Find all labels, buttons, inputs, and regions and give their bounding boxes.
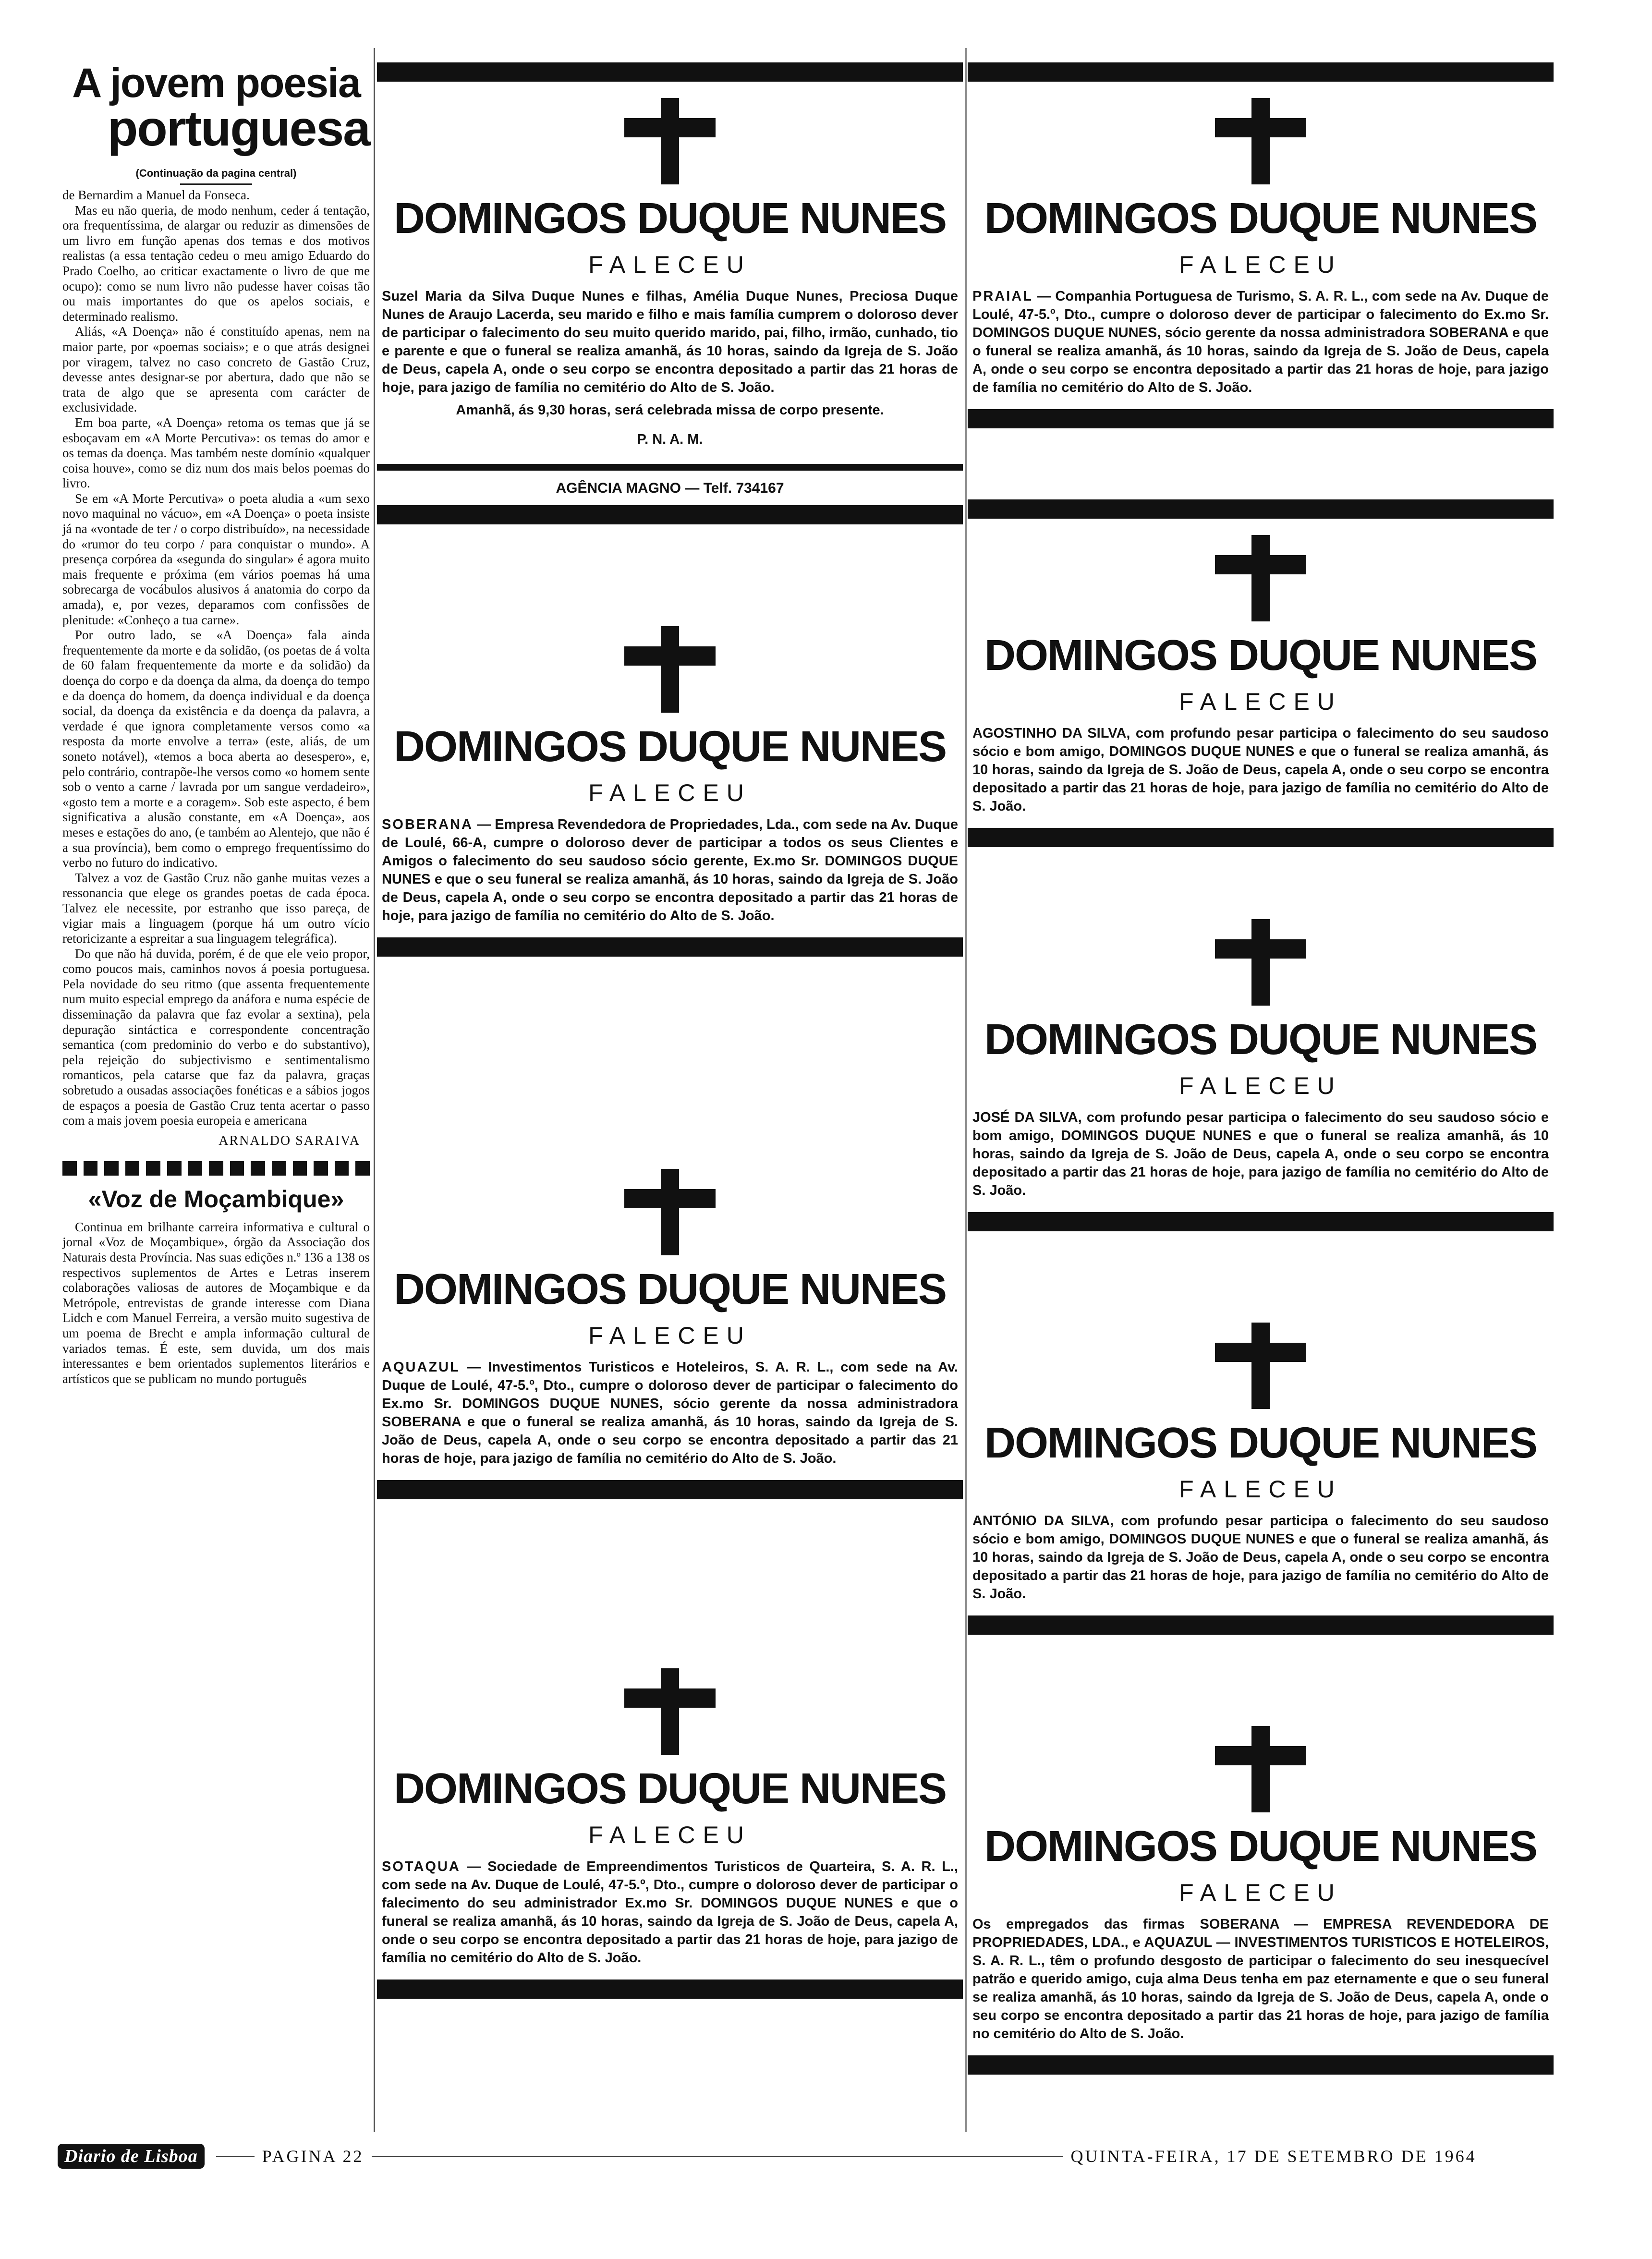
notice-org: SOBERANA	[382, 817, 473, 832]
cross-icon	[624, 626, 716, 713]
divider	[180, 183, 252, 185]
deceased-name: DOMINGOS DUQUE NUNES	[984, 1016, 1537, 1064]
notice-body: Suzel Maria da Silva Duque Nunes e filhas, Amélia Duque Nunes, Preciosa Duque Nunes de Araujo Lacerda, seu marido e filho e mais família cumprem o doloroso dever de participar o falecimento do seu muito querido marido, pai, filho, irmão, cunhado, tio e parente e que o funeral se realiza amanhã, ás 10 horas, saindo da Igreja de S. João de Deus, capela A, onde o seu corpo se encontra depositado a partir das 21 horas de hoje, para jazigo de família no cemitério do Alto de S. João.	[382, 289, 958, 395]
voz-body	[62, 1220, 370, 1387]
deceased-name: DOMINGOS DUQUE NUNES	[984, 194, 1537, 243]
faleceu-label: FALECEU	[588, 251, 752, 278]
faleceu-label: FALECEU	[588, 1322, 752, 1349]
top-bar	[377, 62, 963, 82]
top-bar	[968, 62, 1554, 82]
obituary-notice	[377, 1153, 963, 1499]
page-number: PAGINA 22	[262, 2147, 364, 2166]
article-paragraph: Mas eu não queria, de modo nenhum, ceder á tentação, ora frequentíssima, de alargar ou reduzir as dimensões de um livro em função apenas dos temas e dos motivos realistas (a essa tentação cedeu o meu amigo Eduardo do Prado Coelho, ao criticar exactamente o livro de que me ocupo): como se num livro não pudesse haver coisas tão ou mais importantes do que os apelos sociais, e determinado realismo.	[62, 203, 370, 324]
notice-body: com profundo pesar participa o falecimento do seu saudoso sócio e bom amigo, DOMINGOS DUQUE NUNES e que o funeral se realiza amanhã, ás 10 horas, saindo da Igreja de S. João de Deus, capela A, onde o seu corpo se encontra depositado a partir das 21 horas de hoje, para jazigo de família no cemitério do Alto de S. João.	[972, 1110, 1549, 1198]
notice-body: com profundo pesar participa o falecimento do seu saudoso sócio e bom amigo, DOMINGOS DUQUE NUNES e que o funeral se realiza amanhã, ás 10 horas, saindo da Igreja de S. João de Deus, capela A, onde o seu corpo se encontra depositado a partir das 21 horas de hoje, para jazigo de família no cemitério do Alto de S. João.	[972, 1513, 1549, 1602]
faleceu-label: FALECEU	[1179, 1072, 1342, 1099]
cross-icon	[1215, 1726, 1306, 1812]
bottom-bar	[968, 409, 1554, 428]
notice-text	[382, 1858, 958, 1967]
article-paragraph: Do que não há duvida, porém, é de que ele veio propor, como poucos mais, caminhos novos á poesia portuguesa. Pela novidade do seu ritmo (que assenta frequentemente num muito especial emprego da anáfora e numa espécie de disseminação da palavra que faz evolar a sextina), pela depuração sintáctica e correspondente concentração semantica (com predominio do verbo e do substantivo), pela rejeição do subjectivismo e sentimentalismo romanticos, pela catarse que faz da palavra, graças sobretudo a ousadas associações fonéticas e a sábios jogos de espaços a poesia de Gastão Cruz tenta acertar o passo com a mais jovem poesia europeia e americana	[62, 946, 370, 1128]
page-footer	[58, 2142, 1652, 2171]
notice-org: AGOSTINHO DA SILVA,	[972, 726, 1130, 741]
notice-org: JOSÉ DA SILVA,	[972, 1110, 1082, 1125]
obituary-notice	[968, 903, 1554, 1231]
obituary-notice	[377, 62, 963, 524]
bottom-bar	[968, 2055, 1554, 2075]
cross-icon	[1215, 919, 1306, 1006]
column-rule	[374, 48, 375, 2132]
notice-body: — Empresa Revendedora de Propriedades, Lda., com sede na Av. Duque de Loulé, 66-A, cumpre o doloroso dever de participar a todos os seus Clientes e Amigos o falecimento do seu saudoso sócio gerente, Ex.mo Sr. DOMINGOS DUQUE NUNES e que o seu funeral se realiza amanhã, ás 10 horas, saindo da Igreja de S. João de Deus, capela A, onde o seu corpo se encontra depositado a partir das 21 horas de hoje, para jazigo de família no cemitério do Alto de S. João.	[382, 817, 958, 923]
article-paragraph: Aliás, «A Doença» não é constituído apenas, nem na maior parte, por «poemas sociais»; e o que atrás designei por viragem, talvez no caso concreto de Gastão Cruz, devesse antes designar-se por abertura, dado que não se trata de algo que se apresenta com carácter de exclusividade.	[62, 324, 370, 415]
divider	[377, 464, 963, 471]
article-title-line-2: portuguesa	[107, 101, 370, 157]
notice-text	[972, 724, 1549, 815]
bottom-bar	[968, 1615, 1554, 1635]
notice-body: — Sociedade de Empreendimentos Turisticos de Quarteira, S. A. R. L., com sede na Av. Duque de Loulé, 47-5.º, Dto., cumpre o doloroso dever de participar o falecimento do seu administrador Ex.mo Sr. DOMINGOS DUQUE NUNES e que o funeral se realiza amanhã, ás 10 horas, saindo da Igreja de S. João de Deus, capela A, onde o seu corpo se encontra depositado a partir das 21 horas de hoje, para jazigo de família no cemitério do Alto de S. João.	[382, 1859, 958, 1966]
bottom-bar	[377, 937, 963, 957]
notice-body: — Investimentos Turisticos e Hoteleiros, S. A. R. L., com sede na Av. Duque de Loulé, 47-5.º, Dto., cumpre o doloroso dever de participar o falecimento do Ex.mo Sr. DOMINGOS DUQUE NUNES, sócio gerente da nossa administradora SOBERANA e que o funeral se realiza amanhã, ás 10 horas, saindo da Igreja de S. João de Deus, capela A, onde o seu corpo se encontra depositado a partir das 21 horas de hoje, para jazigo de família no cemitério do Alto de S. João.	[382, 1360, 958, 1466]
obituary-notice	[968, 62, 1554, 428]
article-paragraph: Se em «A Morte Percutiva» o poeta aludia a «um sexo novo maquinal no vácuo», em «A Doença» o poeta insiste já na «vontade de ter / o corpo distribuído», na necessidade do «rumor do teu corpo / para conquistar o mundo». A presença corpórea da «segunda do singular» é agora muito mais frequente e próxima (em vários poemas há uma sobrecarga de vocábulos alusivos á anatomia do corpo da amada), e, por vezes, deparamos com confissões de plenitude: «Conheço a tua carne».	[62, 491, 370, 627]
deceased-name: DOMINGOS DUQUE NUNES	[393, 1765, 947, 1813]
newspaper-logo: Diario de Lisboa	[58, 2144, 205, 2169]
faleceu-label: FALECEU	[1179, 1476, 1342, 1503]
obituary-notice	[968, 499, 1554, 847]
bottom-bar	[377, 1480, 963, 1499]
notice-text	[382, 1358, 958, 1468]
cross-icon	[1215, 535, 1306, 621]
faleceu-label: FALECEU	[588, 779, 752, 806]
article-title	[62, 60, 370, 157]
cross-icon	[624, 1668, 716, 1755]
article-author: ARNALDO SARAIVA	[219, 1133, 360, 1148]
article-paragraph: Talvez a voz de Gastão Cruz não ganhe muitas vezes a ressonancia que elege os grandes poetas de cada época. Talvez ele necessite, por estranho que isso pareça, de vigiar mais a linguagem (porque há um outro vício retoricizante a espreitar a sua linguagem telegráfica).	[62, 870, 370, 946]
article-column	[62, 62, 370, 1386]
obituary-notice	[377, 610, 963, 957]
article-paragraph: Por outro lado, se «A Doença» fala ainda frequentemente da morte e da solidão, (os poetas de á volta de 60 falam frequentemente da morte e da solidão) da doença do corpo e da doença da alma, da doença do tempo e da doença do homem, da doença individual e da doença social, da doença da existência e da doença da palavra, a verdade é que ignora completamente versos como «a resposta da morte envolve a terra» (este, aliás, de um soneto notável), «temos a boca aberta ao desespero», e, pelo contrário, contrapõe-lhe versos como «o homem sente sob o vento a carne / lavrada por um sangue verdadeiro», «gosto tem a morte e a coragem». Sob este aspecto, é bem significativa a alusão constante, em «A Doença», aos meses e estações do ano, (e também ao Alentejo, que não é a sua província), bem como o emprego frequentíssimo do verbo no futuro do indicativo.	[62, 628, 370, 870]
notice-body: — Companhia Portuguesa de Turismo, S. A. R. L., com sede na Av. Duque de Loulé, 47-5.º, Dto., cumpre o doloroso dever de participar o falecimento do Ex.mo Sr. DOMINGOS DUQUE NUNES, sócio gerente da nossa administradora SOBERANA e que o funeral se realiza amanhã, ás 10 horas, saindo da Igreja de S. João de Deus, capela A, onde o seu corpo se encontra depositado a partir das 21 horas de hoje, para jazigo de família no cemitério do Alto de S. João.	[972, 289, 1549, 395]
deceased-name: DOMINGOS DUQUE NUNES	[984, 1822, 1537, 1870]
faleceu-label: FALECEU	[1179, 688, 1342, 715]
issue-date: QUINTA-FEIRA, 17 DE SETEMBRO DE 1964	[1070, 2147, 1477, 2166]
footer-rule	[372, 2156, 1063, 2157]
mass-note: Amanhã, ás 9,30 horas, será celebrada missa de corpo presente.	[456, 402, 884, 418]
article-body	[62, 188, 370, 1129]
cross-icon	[1215, 1323, 1306, 1409]
notice-text	[972, 287, 1549, 397]
article-paragraph: Em boa parte, «A Doença» retoma os temas que já se esboçavam em «A Morte Percutiva»: os temas do amor e os temas da doença. Mas também neste domínio «qualquer coisa houve», como se diz num dos mais belos poemas do livro.	[62, 415, 370, 491]
voz-paragraph: Continua em brilhante carreira informativa e cultural o jornal «Voz de Moçambique», órgão da Associação dos Naturais desta Província. Nas suas edições n.º 136 a 138 os respectivos suplementos de Artes e Letras inserem colaborações valiosas de autores de Moçambique e da Metrópole, entrevistas de grande interesse com Diana Lidch e com Manuel Ferreira, a versão muito sugestiva de um poema de Brecht e ampla informação cultural de variados temas. É este, sem duvida, um dos mais interessantes e bem orientados suplementos literários e artísticos que se publicam no mundo português	[62, 1219, 370, 1386]
column-rule	[965, 48, 967, 2132]
faleceu-label: FALECEU	[588, 1822, 752, 1848]
notice-text	[972, 1915, 1549, 2043]
agency-line: AGÊNCIA MAGNO — Telf. 734167	[556, 480, 784, 496]
notice-org: ANTÓNIO DA SILVA,	[972, 1513, 1114, 1529]
cross-icon	[1215, 98, 1306, 184]
obituary-notice	[377, 1652, 963, 1999]
deceased-name: DOMINGOS DUQUE NUNES	[393, 1265, 947, 1313]
notice-text	[382, 815, 958, 925]
footer-rule	[216, 2156, 255, 2157]
notice-org: PRAIAL	[972, 289, 1033, 304]
voz-title: «Voz de Moçambique»	[88, 1185, 344, 1213]
bottom-bar	[377, 505, 963, 524]
notice-text	[382, 287, 958, 397]
signature: P. N. A. M.	[637, 432, 703, 447]
deceased-name: DOMINGOS DUQUE NUNES	[984, 632, 1537, 680]
section-separator	[62, 1161, 370, 1176]
continuation-note: (Continuação da pagina central)	[135, 167, 297, 179]
obituary-notice	[968, 1710, 1554, 2075]
notice-text	[972, 1108, 1549, 1200]
bottom-bar	[968, 1212, 1554, 1231]
obituary-notice	[968, 1306, 1554, 1635]
notice-text	[972, 1512, 1549, 1603]
notice-org: SOTAQUA	[382, 1859, 461, 1874]
top-bar	[968, 499, 1554, 519]
bottom-bar	[377, 1980, 963, 1999]
notice-org: AQUAZUL	[382, 1360, 460, 1375]
faleceu-label: FALECEU	[1179, 1879, 1342, 1906]
deceased-name: DOMINGOS DUQUE NUNES	[984, 1419, 1537, 1467]
bottom-bar	[968, 828, 1554, 847]
notice-body: Os empregados das firmas SOBERANA — EMPRESA REVENDEDORA DE PROPRIEDADES, LDA., e AQUAZUL — INVESTIMENTOS TURISTICOS E HOTELEIROS, S. A. R. L., têm o profundo desgosto de participar o falecimento do seu inesquecível patrão e querido amigo, cuja alma Deus tenha em paz eternamente e que o seu funeral se realiza amanhã, ás 10 horas, saindo da Igreja de S. João de Deus, capela A, onde o seu corpo se encontra depositado a partir das 21 horas de hoje, para jazigo de família no cemitério do Alto de S. João.	[972, 1917, 1549, 2041]
deceased-name: DOMINGOS DUQUE NUNES	[393, 194, 947, 243]
faleceu-label: FALECEU	[1179, 251, 1342, 278]
article-paragraph: de Bernardim a Manuel da Fonseca.	[62, 188, 250, 202]
deceased-name: DOMINGOS DUQUE NUNES	[393, 723, 947, 771]
cross-icon	[624, 1169, 716, 1255]
cross-icon	[624, 98, 716, 184]
notice-body: com profundo pesar participa o falecimento do seu saudoso sócio e bom amigo, DOMINGOS DUQUE NUNES e que o funeral se realiza amanhã, ás 10 horas, saindo da Igreja de S. João de Deus, capela A, onde o seu corpo se encontra depositado a partir das 21 horas de hoje, para jazigo de família no cemitério do Alto de S. João.	[972, 726, 1549, 814]
article-title-line-1: A jovem poesia	[72, 60, 360, 106]
